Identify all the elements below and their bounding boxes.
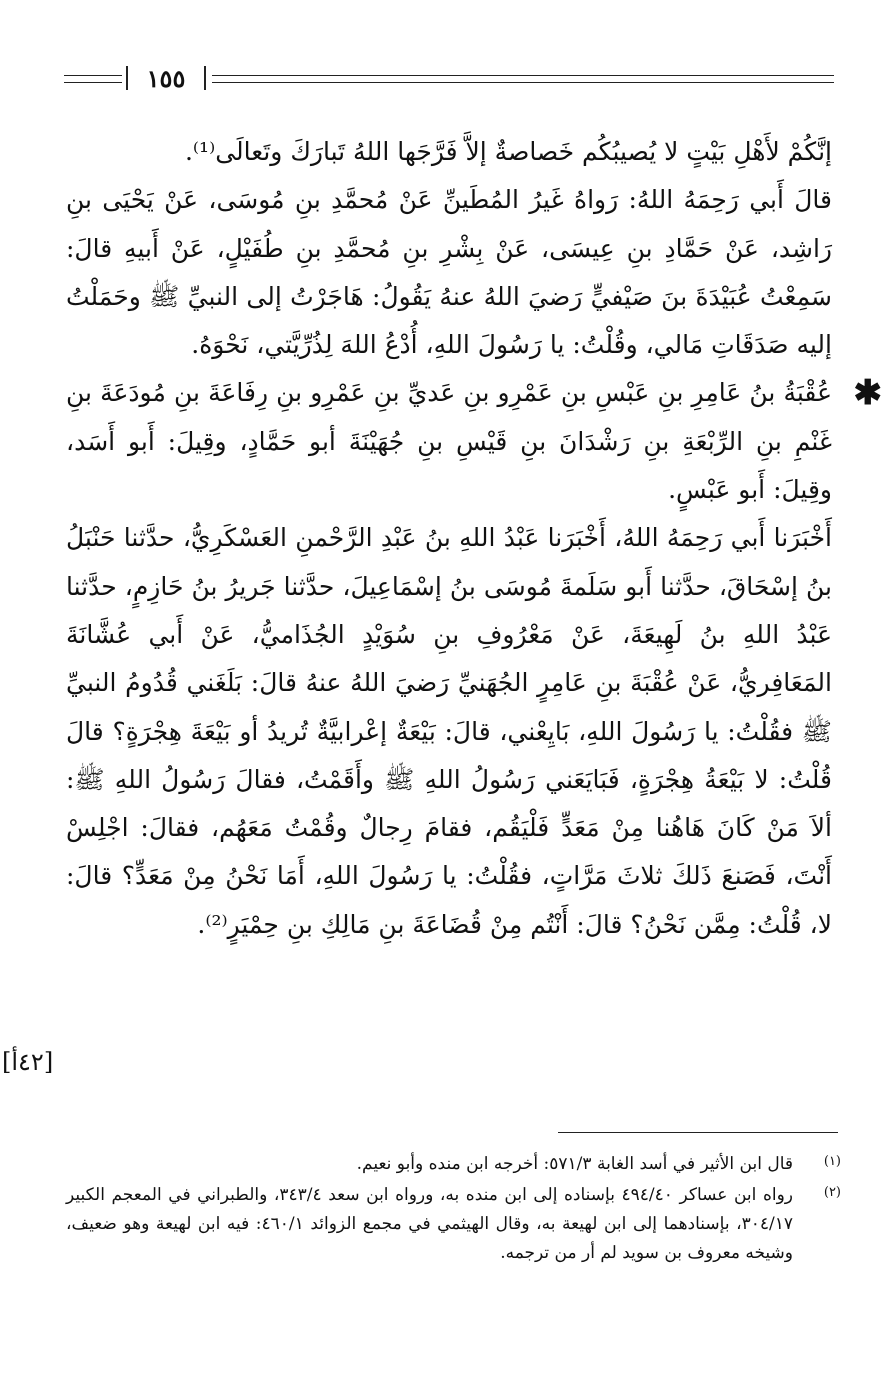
- header-rule-left: [64, 75, 122, 83]
- main-text: [66, 128, 882, 949]
- manuscript-folio-marker: [٤٢أ]: [2, 1048, 54, 1076]
- page-number: ١٥٥: [146, 64, 186, 93]
- header-rule-right: [212, 75, 834, 83]
- footnotes: [66, 1150, 841, 1270]
- paragraph: عُقْبَةُ بنُ عَامِرِ بنِ عَبْسِ بنِ عَمْرِو بنِ عَديِّ بنِ عَمْرِو بنِ رِفَاعَةَ بنِ مُودَعَةَ بنِ غَنْمِ بنِ الرِّبْعَةِ بنِ رَشْدَانَ بنِ قَيْسِ بنِ جُهَيْنَةَ أبو حَمَّادٍ، وقِيلَ: أَبو أَسَد، وقِيلَ: أَبو عَبْسٍ.: [66, 378, 833, 505]
- footnote-number: (٢): [823, 1185, 841, 1200]
- footnote: [66, 1150, 841, 1179]
- paragraph: إنَّكُمْ لأَهْلِ بَيْتٍ لا يُصيبُكُم خَصاصةٌ إلاَّ فَرَّجَها اللهُ تَبارَكَ وتَعالَى⁽¹⁾.: [184, 137, 832, 166]
- paragraph: قالَ أَبي رَحِمَهُ اللهُ: رَواهُ غَيرُ المُطَينِّ عَنْ مُحمَّدِ بنِ مُوسَى، عَنْ يَحْيَى بنِ رَاشِد، عَنْ حَمَّادِ بنِ عِيسَى، عَنْ بِشْرِ بنِ مُحمَّدِ بنِ طُفَيْلٍ، عَنْ أَبيهِ قالَ: سَمِعْتُ عُبَيْدَةَ بنَ صَيْفيٍّ رَضيَ اللهُ عنهُ يَقُولُ: هَاجَرْتُ إلى النبيِّ ﷺ وحَمَلْتُ إليه صَدَقَاتِ مَالي، وقُلْتُ: يا رَسُولَ اللهِ، أُدْعُ اللهَ لِذُرِّيَّتي، نَحْوَهُ.: [66, 185, 832, 360]
- header-divider: [126, 66, 128, 90]
- footnote-text: رواه ابن عساكر ٤٩٤/٤٠ بإسناده إلى ابن منده به، ورواه ابن سعد ٣٤٣/٤، والطبراني في المعجم الكبير ٣٠٤/١٧، بإسنادهما إلى ابن لهيعة به، وقال الهيثمي في مجمع الزوائد ٤٦٠/١: فيه ابن لهيعة وهو ضعيف، وشيخه معروف بن سويد لم أر من ترجمه.: [66, 1185, 794, 1263]
- footnote-number: (١): [823, 1154, 841, 1169]
- page-header: [64, 66, 834, 92]
- footnote-text: قال ابن الأثير في أسد الغابة ٥٧١/٣: أخرجه ابن منده وأبو نعيم.: [356, 1154, 793, 1174]
- footnote-separator: [558, 1132, 838, 1133]
- biography-entry: [66, 369, 882, 514]
- asterisk-icon: ✱: [853, 373, 882, 414]
- paragraph: أَخْبَرَنا أَبي رَحِمَهُ اللهُ، أَخْبَرَنا عَبْدُ اللهِ بنُ عَبْدِ الرَّحْمنِ العَسْكَرِيُّ، حدَّثنا حَنْبَلُ بنُ إسْحَاقَ، حدَّثنا أَبو سَلَمةَ مُوسَى بنُ إسْمَاعِيلَ، حدَّثنا جَريرُ بنُ حَازِمٍ، حدَّثنا عَبْدُ اللهِ بنُ لَهِيعَةَ، عَنْ مَعْرُوفِ بنِ سُوَيْدٍ الجُذَاميُّ، عَنْ أَبي عُشَّانَةَ المَعَافِريُّ، عَنْ عُقْبَةَ بنِ عَامِرٍ الجُهَنيِّ رَضيَ اللهُ عنهُ قالَ: بَلَغَني قُدُومُ النبيِّ ﷺ فقُلْتُ: يا رَسُولَ اللهِ، بَايِعْني، قالَ: بَيْعَةٌ إعْرابيَّةٌ تُريدُ أو بَيْعَةَ هِجْرَةٍ؟ قالَ قُلْتُ: لا بَيْعَةُ هِجْرَةٍ، فَبَايَعَني رَسُولُ اللهِ ﷺ وأَقَمْتُ، فقالَ رَسُولُ اللهِ ﷺ: ألاَ مَنْ كَانَ هَاهُنا مِنْ مَعَدٍّ فَلْيَقُم، فقامَ رِجالٌ وقُمْتُ مَعَهُم، فقالَ: اجْلِسْ أَنْتَ، فَصَنعَ ذَلكَ ثلاثَ مَرَّاتٍ، فقُلْتُ: يا رَسُولَ اللهِ، أَمَا نَحْنُ مِنْ مَعَدٍّ؟ قالَ: لا، قُلْتُ: مِمَّن نَحْنُ؟ قالَ: أَنْتُم مِنْ قُضَاعَةَ بنِ مَالِكِ بنِ حِمْيَرٍ⁽²⁾.: [66, 523, 832, 939]
- header-divider: [204, 66, 206, 90]
- footnote: [66, 1181, 841, 1268]
